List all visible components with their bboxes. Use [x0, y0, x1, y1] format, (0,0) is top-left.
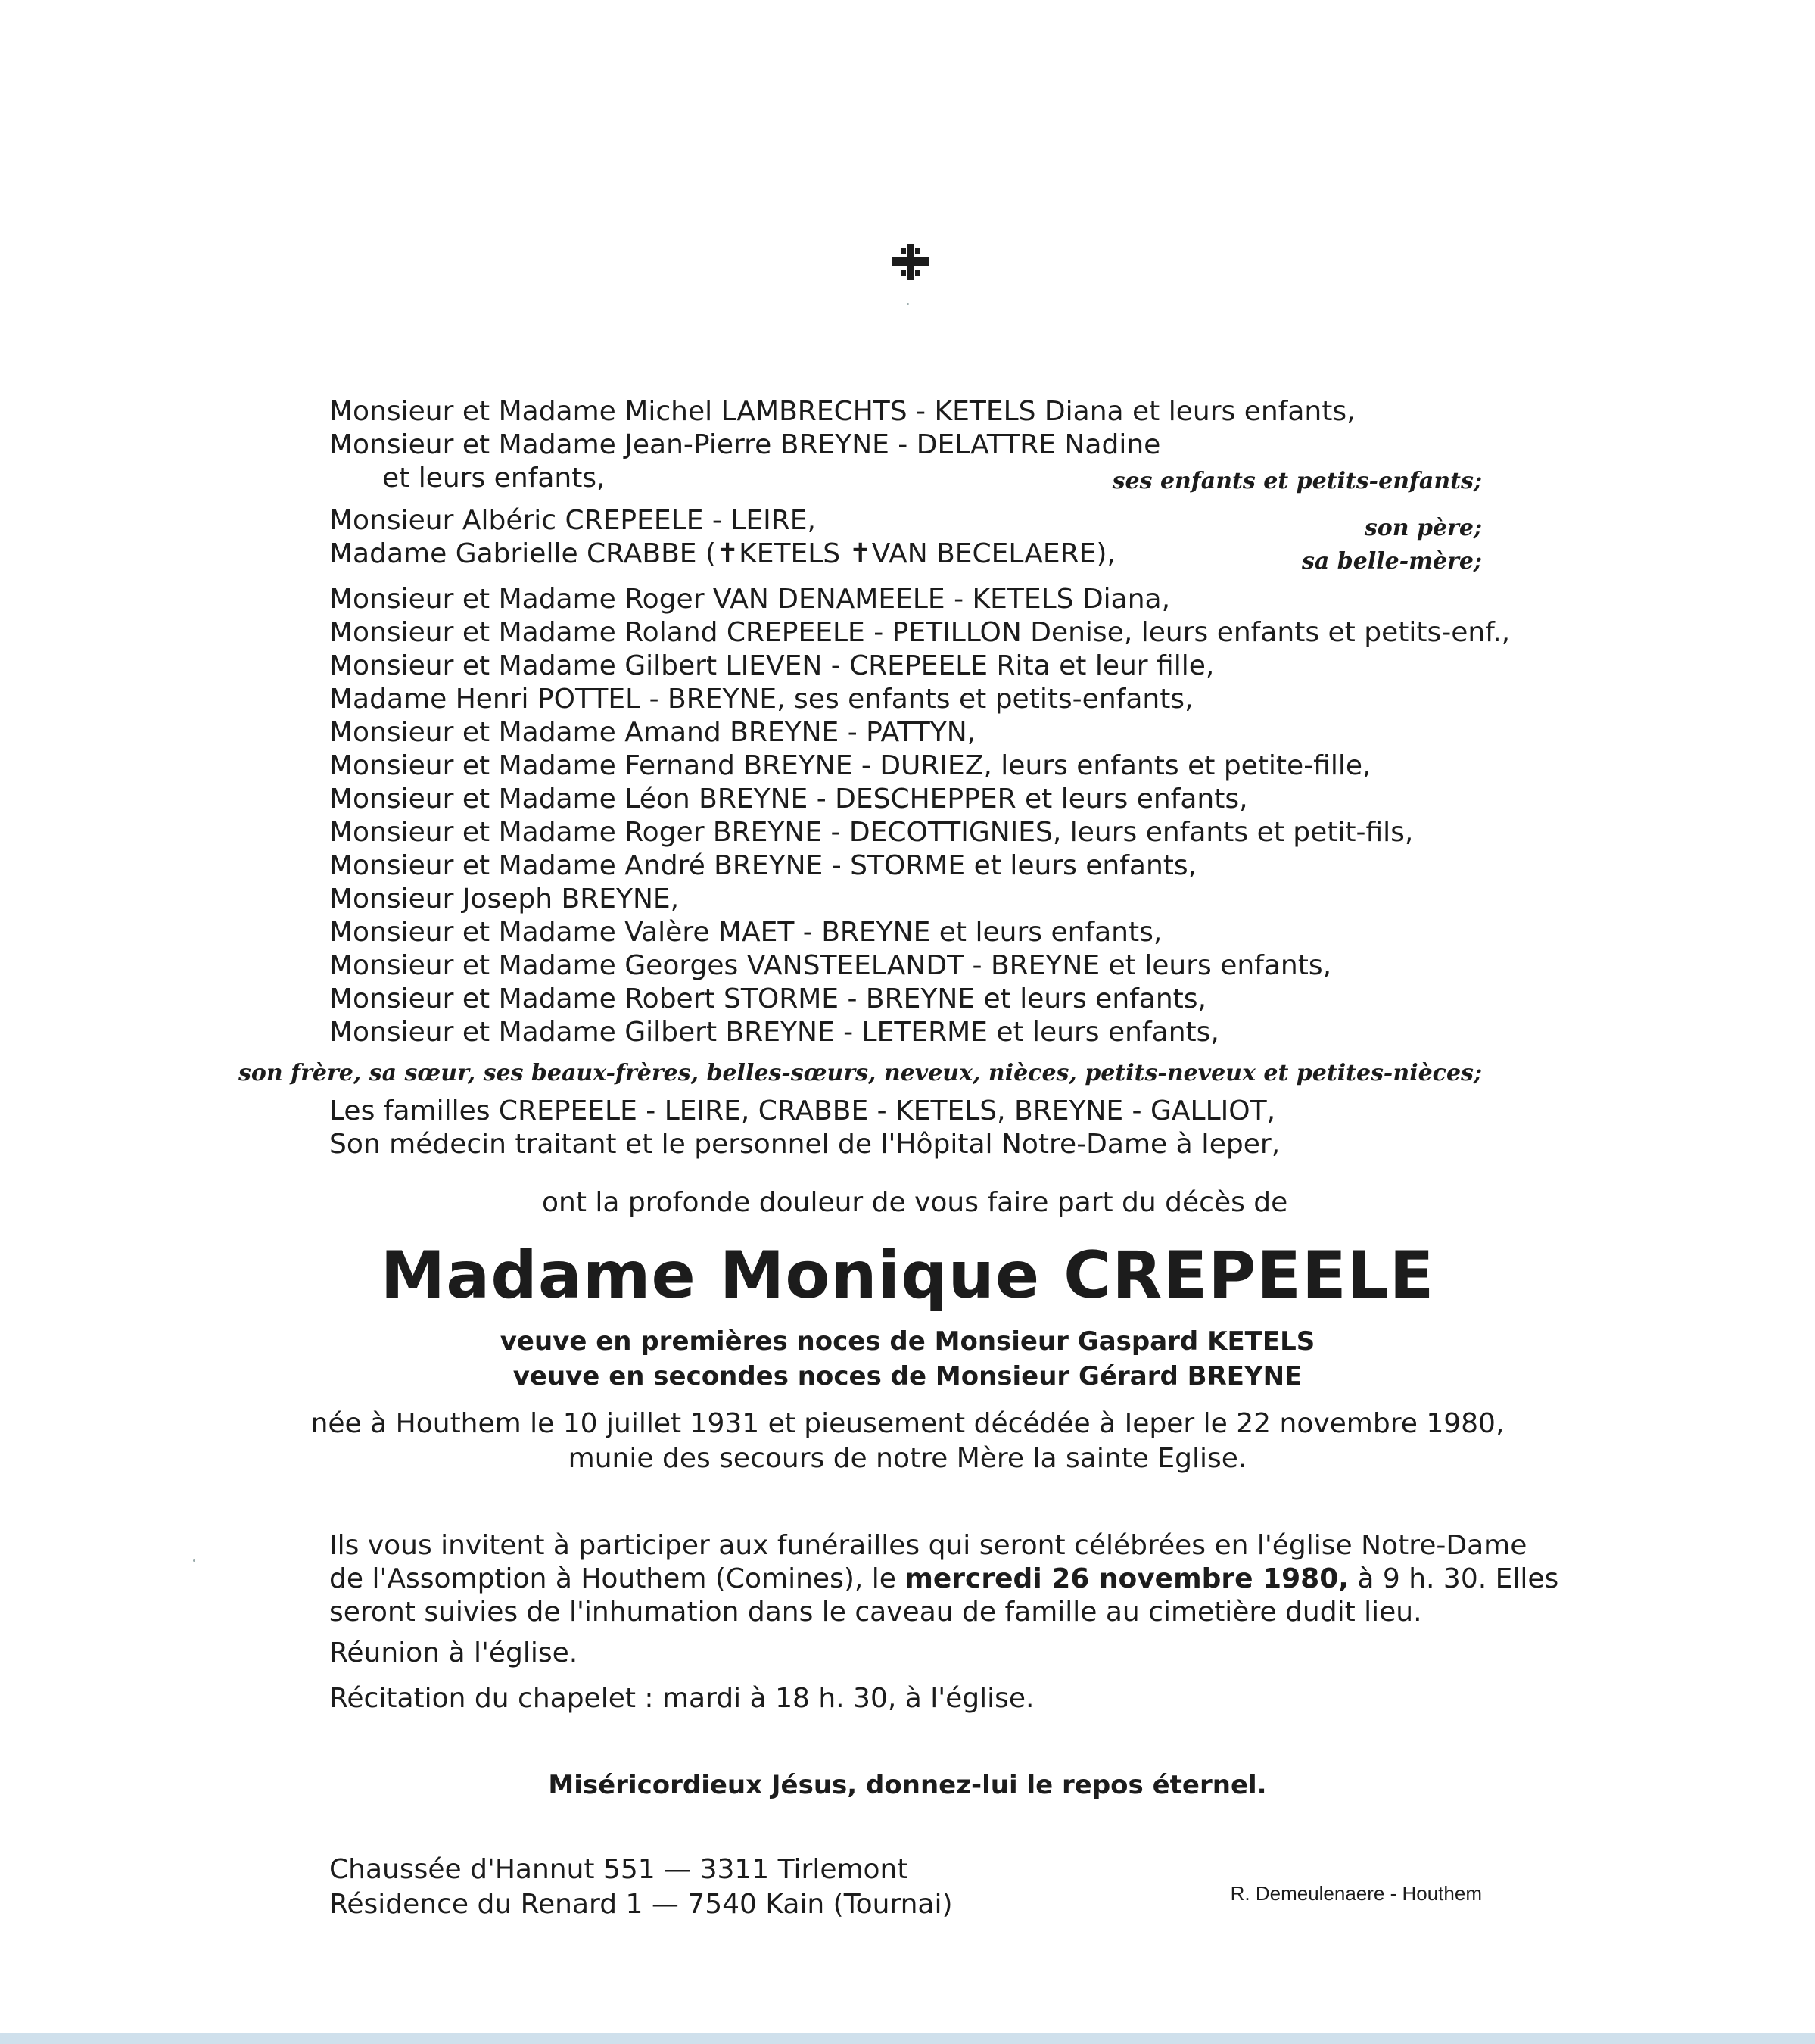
deceased-name: Madame Monique CREPEELE	[380, 1238, 1435, 1313]
relative-line: Monsieur et Madame Léon BREYNE - DESCHEPPER et leurs enfants,	[329, 784, 1248, 815]
funeral-text: Ils vous invitent à participer aux funérailles qui seront célébrées en l'église Notre-Dame	[329, 1530, 1527, 1561]
address-line: Résidence du Renard 1 — 7540 Kain (Tournai)	[329, 1889, 953, 1920]
relative-line: Monsieur et Madame Jean-Pierre BREYNE - DELATTRE Nadine	[329, 429, 1161, 460]
margin-speck	[907, 303, 909, 305]
printer-credit: R. Demeulenaere - Houthem	[1230, 1882, 1482, 1905]
relative-line: Monsieur et Madame Roland CREPEELE - PETILLON Denise, leurs enfants et petits-enf.,	[329, 617, 1511, 648]
relative-line: Monsieur Albéric CREPEELE - LEIRE,	[329, 505, 816, 536]
funeral-text: seront suivies de l'inhumation dans le caveau de famille au cimetière dudit lieu.	[329, 1597, 1422, 1628]
relative-line: Monsieur et Madame Roger VAN DENAMEELE - KETELS Diana,	[329, 584, 1171, 615]
margin-speck	[193, 1559, 195, 1562]
relationship-label: son frère, sa sœur, ses beaux-frères, belles-sœurs, neveux, nièces, petits-neveux et petites-nièces;	[238, 1060, 1482, 1086]
relative-line: Monsieur et Madame André BREYNE - STORME et leurs enfants,	[329, 850, 1197, 881]
relationship-label: son père;	[1364, 515, 1482, 541]
relative-line: Madame Henri POTTEL - BREYNE, ses enfants et petits-enfants,	[329, 684, 1194, 715]
address-line: Chaussée d'Hannut 551 — 3311 Tirlemont	[329, 1854, 908, 1885]
birth-death-line: née à Houthem le 10 juillet 1931 et pieusement décédée à Ieper le 22 novembre 1980,	[310, 1408, 1505, 1439]
funeral-text-part: de l'Assomption à Houthem (Comines), le	[329, 1563, 905, 1594]
relative-line: Son médecin traitant et le personnel de l'Hôpital Notre-Dame à Ieper,	[329, 1129, 1281, 1160]
relative-line: Monsieur et Madame Gilbert LIEVEN - CREPEELE Rita et leur fille,	[329, 650, 1215, 681]
relative-line: Monsieur et Madame Georges VANSTEELANDT - BREYNE et leurs enfants,	[329, 950, 1332, 981]
prayer-text: Miséricordieux Jésus, donnez-lui le repos éternel.	[548, 1770, 1267, 1800]
funeral-text	[329, 1563, 1558, 1596]
rosary-text: Récitation du chapelet : mardi à 18 h. 30, à l'église.	[329, 1683, 1035, 1714]
relative-line: Monsieur et Madame Gilbert BREYNE - LETERME et leurs enfants,	[329, 1017, 1219, 1048]
widow-line: veuve en secondes noces de Monsieur Gérard BREYNE	[512, 1361, 1303, 1391]
relative-line: Monsieur et Madame Robert STORME - BREYNE et leurs enfants,	[329, 983, 1206, 1014]
widow-line: veuve en premières noces de Monsieur Gaspard KETELS	[500, 1326, 1315, 1357]
sacraments-line: munie des secours de notre Mère la sainte Eglise.	[568, 1443, 1247, 1474]
relative-line: Monsieur et Madame Valère MAET - BREYNE et leurs enfants,	[329, 917, 1163, 948]
scan-edge-band	[0, 2033, 1815, 2044]
relative-line: et leurs enfants,	[382, 463, 606, 494]
relative-line: Monsieur et Madame Michel LAMBRECHTS - KETELS Diana et leurs enfants,	[329, 396, 1356, 427]
relative-line: Les familles CREPEELE - LEIRE, CRABBE - KETELS, BREYNE - GALLIOT,	[329, 1095, 1276, 1126]
relative-line: Monsieur et Madame Roger BREYNE - DECOTTIGNIES, leurs enfants et petit-fils,	[329, 817, 1414, 848]
relationship-label: sa belle-mère;	[1302, 548, 1482, 575]
relationship-label: ses enfants et petits-enfants;	[1112, 468, 1482, 494]
meeting-text: Réunion à l'église.	[329, 1637, 578, 1669]
relative-line: Monsieur et Madame Fernand BREYNE - DURIEZ, leurs enfants et petite-fille,	[329, 750, 1371, 781]
funeral-date: mercredi 26 novembre 1980,	[904, 1563, 1349, 1594]
relative-line: Madame Gabrielle CRABBE (✝KETELS ✝VAN BECELAERE),	[329, 538, 1116, 569]
cross-icon	[891, 242, 930, 282]
funeral-text-part: à 9 h. 30. Elles	[1348, 1563, 1559, 1594]
relative-line: Monsieur Joseph BREYNE,	[329, 883, 680, 915]
announcement-text: ont la profonde douleur de vous faire part du décès de	[542, 1187, 1288, 1218]
relative-line: Monsieur et Madame Amand BREYNE - PATTYN,	[329, 717, 976, 748]
